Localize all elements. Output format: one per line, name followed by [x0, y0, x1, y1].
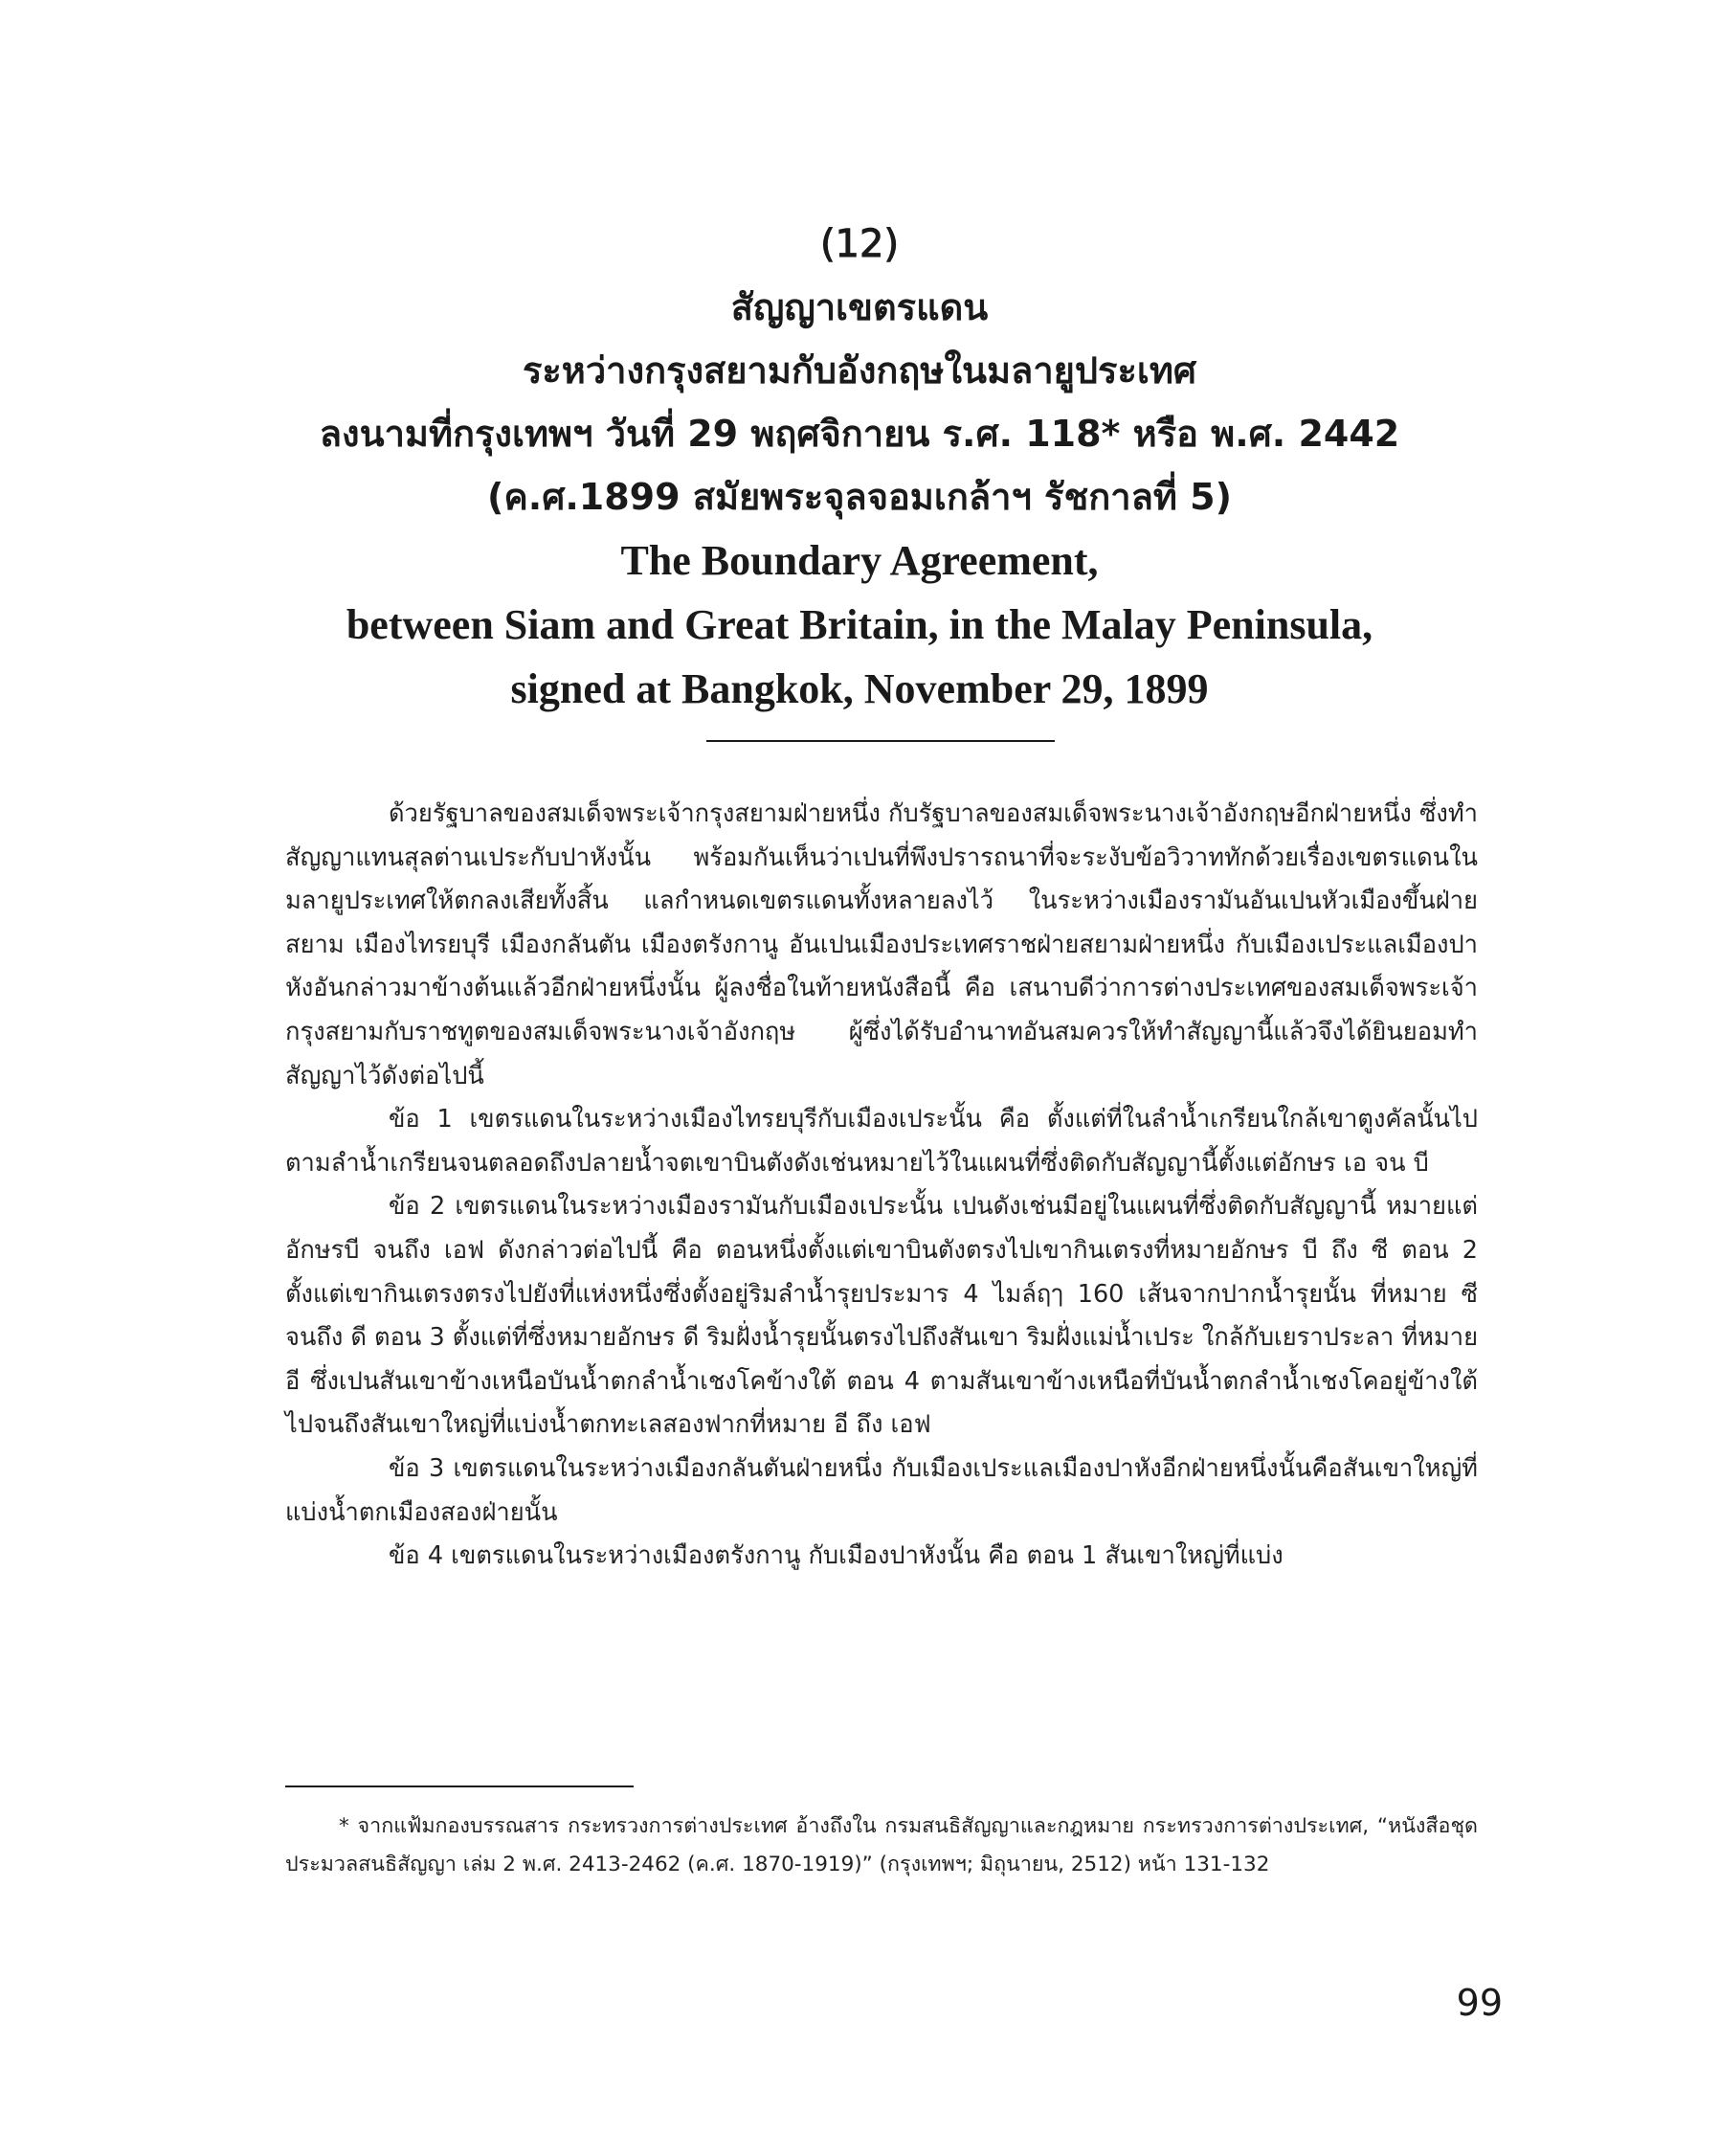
paragraph-article-4: ข้อ 4 เขตรแดนในระหว่างเมืองตรังกานู กับเมืองปาหังนั้น คือ ตอน 1 สันเขาใหญ่ที่แบ่ง [389, 1541, 1284, 1571]
paragraph-article-3: ข้อ 3 เขตรแดนในระหว่างเมืองกลันตันฝ่ายหนึ่ง กับเมืองเประแลเมืองปาหังอีกฝ่ายหนึ่งนั้นคือสันเขาใหญ่ที่แบ่งน้ำตกเมืองสองฝ่ายนั้น [285, 1453, 1478, 1527]
thai-subtitle: ระหว่างกรุงสยามกับอังกฤษในมลายูประเทศ [522, 349, 1197, 392]
english-signing-info: signed at Bangkok, November 29, 1899 [510, 665, 1209, 712]
section-number: (12) [819, 222, 900, 266]
footnote: * จากแฟ้มกองบรรณสาร กระทรวงการต่างประเทศ อ้างถึงใน กรมสนธิสัญญาและกฎหมาย กระทรวงการต่างประเทศ, “หนังสือชุดประมวลสนธิสัญญา เล่ม 2 พ.ศ. 2413-2462 (ค.ศ. 1870-1919)” (กรุงเทพฯ; มิถุนายน, 2512) หน้า 131-132 [285, 1814, 1478, 1876]
thai-signing-info: ลงนามที่กรุงเทพฯ วันที่ 29 พฤศจิกายน ร.ศ. 118* หรือ พ.ศ. 2442 [319, 413, 1400, 455]
heading-divider [706, 740, 1055, 742]
page-number: 99 [1456, 1982, 1503, 2024]
paragraph-article-1: ข้อ 1 เขตรแดนในระหว่างเมืองไทรยบุรีกับเมืองเประนั้น คือ ตั้งแต่ที่ในลำน้ำเกรียนใกล้เขาตูงคัลนั้นไปตามลำน้ำเกรียนจนตลอดถึงปลายน้ำจตเขาบินตังดังเช่นหมายไว้ในแผนที่ซึ่งติดกับสัญญานี้ตั้งแต่อักษร เอ จน บี [285, 1105, 1478, 1178]
thai-title: สัญญาเขตรแดน [730, 286, 989, 328]
paragraph-preamble: ด้วยรัฐบาลของสมเด็จพระเจ้ากรุงสยามฝ่ายหนึ่ง กับรัฐบาลของสมเด็จพระนางเจ้าอังกฤษอีกฝ่ายหนึ่ง ซึ่งทำสัญญาแทนสุลต่านเประกับปาหังนั้น พร้อมกันเห็นว่าเปนที่พึงปรารถนาที่จะระงับข้อวิวาททักด้วยเรื่องเขตรแดนในมลายูประเทศให้ตกลงเสียทั้งสิ้น แลกำหนดเขตรแดนทั้งหลายลงไว้ ในระหว่างเมืองรามันอันเปนหัวเมืองขึ้นฝ่ายสยาม เมืองไทรยบุรี เมืองกลันตัน เมืองตรังกานู อันเปนเมืองประเทศราชฝ่ายสยามฝ่ายหนึ่ง กับเมืองเประแลเมืองปาหังอันกล่าวมาข้างต้นแล้วอีกฝ่ายหนึ่งนั้น ผู้ลงชื่อในท้ายหนังสือนี้ คือ เสนาบดีว่าการต่างประเทศของสมเด็จพระเจ้ากรุงสยามกับราชทูตของสมเด็จพระนางเจ้าอังกฤษ ผู้ซึ่งได้รับอำนาทอันสมควรให้ทำสัญญานี้แล้วจึงได้ยินยอมทำสัญญาไว้ดังต่อไปนี้ [285, 799, 1478, 1090]
document-heading [0, 213, 1719, 721]
english-title: The Boundary Agreement, [620, 537, 1099, 584]
english-parties: between Siam and Great Britain, in the Malay Peninsula, [346, 601, 1373, 648]
paragraph-article-2: ข้อ 2 เขตรแดนในระหว่างเมืองรามันกับเมืองเประนั้น เปนดังเช่นมีอยู่ในแผนที่ซึ่งติดกับสัญญานี้ หมายแต่อักษรบี จนถึง เอฟ ดังกล่าวต่อไปนี้ คือ ตอนหนึ่งตั้งแต่เขาบินตังตรงไปเขากินเตรงที่หมายอักษร บี ถึง ซี ตอน 2 ตั้งแต่เขากินเตรงตรงไปยังที่แห่งหนึ่งซึ่งตั้งอยู่ริมลำน้ำรุยประมาร 4 ไมล์ฤๅ 160 เส้นจากปากน้ำรุยนั้น ที่หมาย ซี จนถึง ดี ตอน 3 ตั้งแต่ที่ซึ่งหมายอักษร ดี ริมฝั่งน้ำรุยนั้นตรงไปถึงสันเขา ริมฝั่งแม่น้ำเประ ใกล้กับเยราประลา ที่หมาย อี ซึ่งเปนสันเขาข้างเหนือบันน้ำตกลำน้ำเชงโคข้างใต้ ตอน 4 ตามสันเขาข้างเหนือที่บันน้ำตกลำน้ำเชงโคอยู่ข้างใต้ ไปจนถึงสันเขาใหญ่ที่แบ่งน้ำตกทะเลสองฟากที่หมาย อี ถึง เอฟ [285, 1192, 1479, 1440]
thai-era-info: (ค.ศ.1899 สมัยพระจุลจอมเกล้าฯ รัชกาลที่ 5) [487, 476, 1232, 518]
body-text [285, 793, 1478, 1579]
footnote-divider [285, 1785, 634, 1787]
